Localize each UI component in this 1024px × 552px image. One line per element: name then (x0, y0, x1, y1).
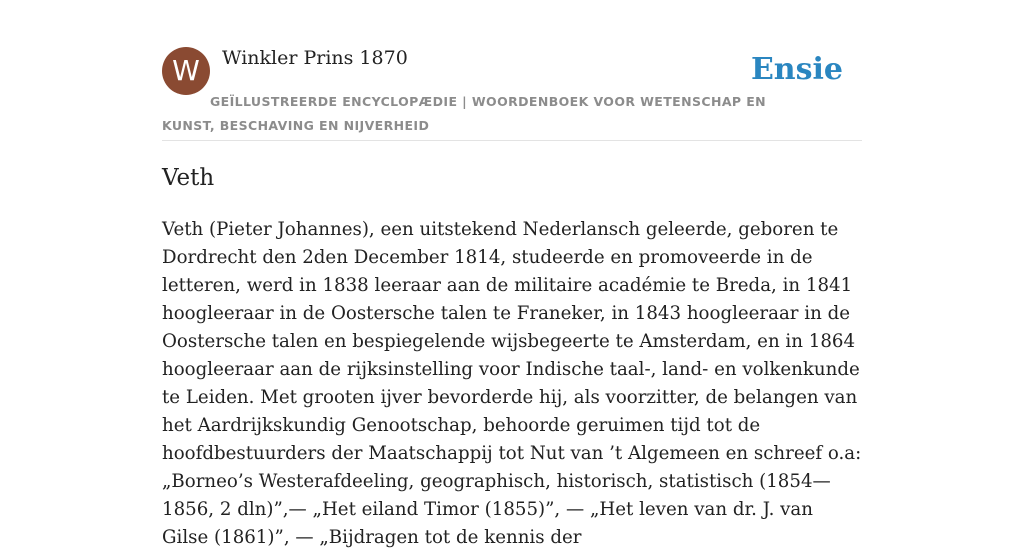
source-title-link[interactable]: Winkler Prins 1870 (222, 47, 408, 69)
entry-body-text: Veth (Pieter Johannes), een uitstekend Nederlansch geleerde, geboren te Dordrecht den 2den December 1814, studeerde en promoveerde in de letteren, werd in 1838 leeraar aan de militaire académie te Breda, in 1841 hoogleeraar in de Oostersche talen te Franeker, in 1843 hoogleeraar in de Oostersche talen en bespiegelende wijsbegeerte te Amsterdam, en in 1864 hoogleeraar aan de rijksinstelling voor Indische taal-, land- en volkenkunde te Leiden. Met grooten ijver bevorderde hij, als voorzitter, de belangen van het Aardrijkskundig Genootschap, behoorde geruimen tijd tot de hoofdbestuurders der Maatschappij tot Nut van ’t Algemeen en schreef o.a: „Borneo’s Westerafdeeling, geographisch, historisch, statistisch (1854—1856, 2 dln)”,— „Het eiland Timor (1855)”, — „Het leven van dr. J. van Gilse (1861)”, — „Bijdragen tot de kennis der (162, 219, 862, 548)
source-subtitle: GEÏLLUSTREERDE ENCYCLOPÆDIE | WOORDENBOEK VOOR WETENSCHAP EN KUNST, BESCHAVING EN NIJVERHEID (162, 94, 767, 133)
source-avatar[interactable]: W (162, 47, 210, 95)
source-header (162, 46, 862, 141)
entry-title: Veth (162, 165, 215, 191)
ensie-logo-link[interactable]: Ensie (750, 52, 843, 87)
